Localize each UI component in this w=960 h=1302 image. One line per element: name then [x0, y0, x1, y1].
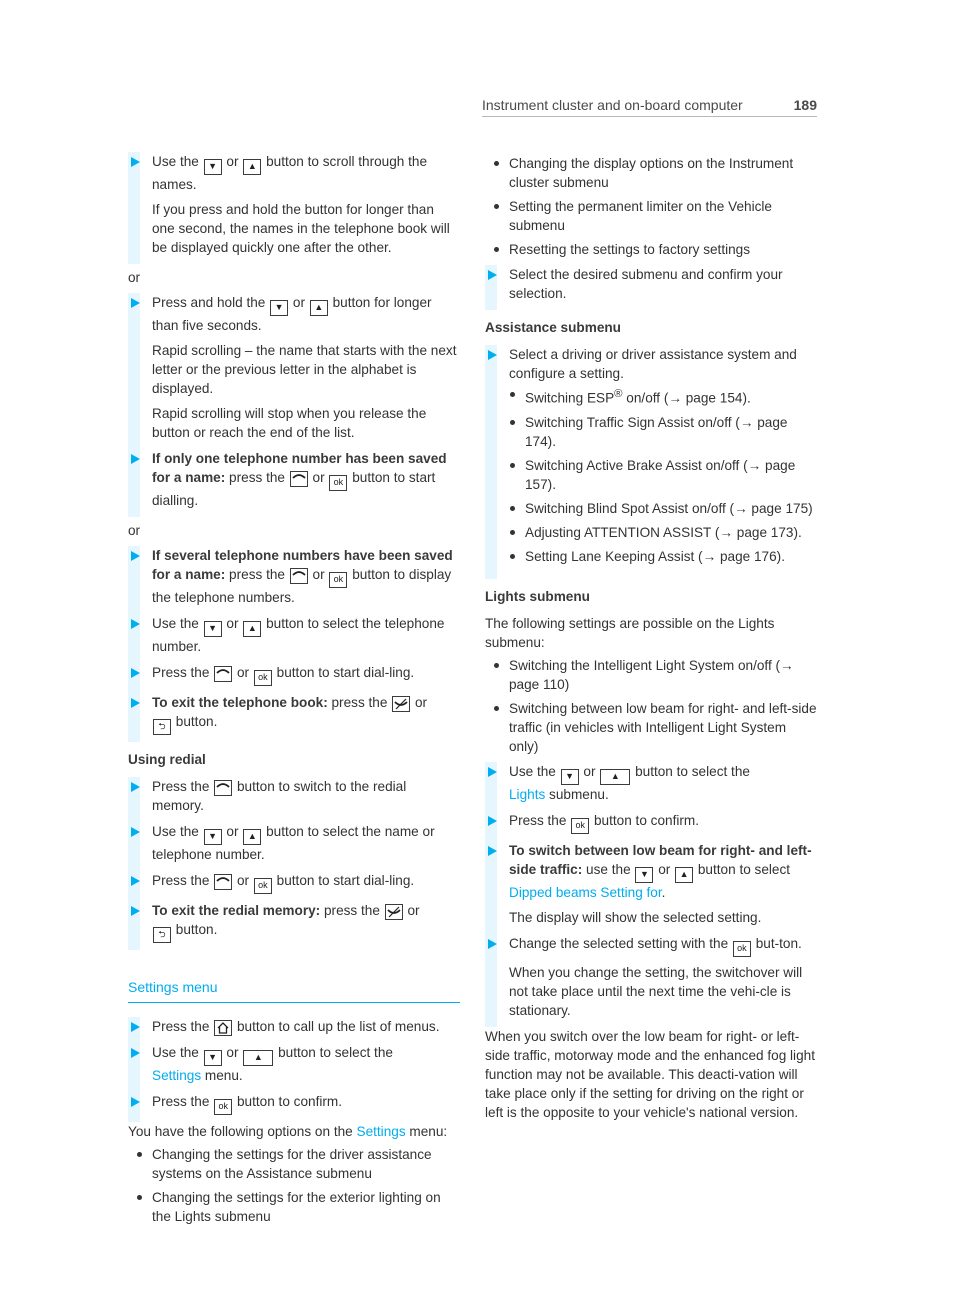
down-key-icon: ▼ [270, 300, 288, 316]
step-arrow-icon [488, 939, 497, 949]
phone-key-icon [214, 874, 232, 890]
step-arrow-icon [131, 298, 140, 308]
right-column [485, 152, 819, 1126]
header-title: Instrument cluster and on-board computer [482, 97, 743, 113]
back-key-icon: ⮌ [153, 719, 171, 735]
back-key-icon: ⮌ [153, 927, 171, 943]
step-select-settings: Use the ▼ or ▲ button to select the Settings menu. [128, 1043, 460, 1092]
step-arrow-icon [488, 270, 497, 280]
phone-key-icon [290, 471, 308, 487]
ok-key-icon: ok [254, 670, 272, 686]
ok-key-icon: ok [329, 572, 347, 588]
ok-key-icon: ok [571, 818, 589, 834]
phone-key-icon [214, 666, 232, 682]
ok-key-icon: ok [329, 475, 347, 491]
down-key-icon: ▼ [204, 621, 222, 637]
lights-submenu-heading: Lights submenu [485, 588, 590, 604]
step-rapid-scroll: Press and hold the ▼ or ▲ button for longer than five seconds. Rapid scrolling – the name that starts with the next letter or the previous letter in the alphabet is displayed. Rapid scrolling will stop when you release the button or reach the end of the list. [128, 293, 460, 449]
step-arrow-icon [131, 698, 140, 708]
step-redial-memory: Press the button to switch to the redial memory. [128, 777, 460, 822]
step-select-name: Use the ▼ or ▲ button to select the name or telephone number. [128, 822, 460, 871]
list-item: Setting the permanent limiter on the Vehicle submenu [485, 197, 819, 235]
step-select-submenu: Select the desired submenu and confirm your selection. [485, 265, 819, 310]
list-item: Changing the settings for the driver assistance systems on the Assistance submenu [128, 1145, 460, 1183]
up-key-icon: ▲ [243, 1050, 273, 1066]
step-start-dial: Press the or ok button to start dial-ling. [128, 663, 460, 693]
hangup-key-icon [392, 696, 410, 712]
assistance-submenu-heading: Assistance submenu [485, 320, 621, 335]
step-arrow-icon [131, 668, 140, 678]
settings-menu-heading: Settings menu [128, 978, 460, 1003]
step-arrow-icon [488, 846, 497, 856]
down-key-icon: ▼ [635, 867, 653, 883]
home-key-icon [214, 1020, 232, 1036]
hangup-key-icon [385, 904, 403, 920]
step-switch-low-beam: To switch between low beam for right- and left-side traffic: use the ▼ or ▲ button to select Dipped beams Setting for. The display will show the selected setting. [485, 841, 819, 934]
step-arrow-icon [131, 1097, 140, 1107]
list-item: Adjusting ATTENTION ASSIST (→ page 173). [501, 523, 819, 542]
settings-options-list-cont [485, 154, 819, 259]
down-key-icon: ▼ [204, 159, 222, 175]
down-key-icon: ▼ [204, 1050, 222, 1066]
list-item: Switching ESP® on/off (→ page 154). [501, 385, 819, 408]
arrow-right-icon: → [747, 457, 762, 473]
step-arrow-icon [131, 157, 140, 167]
settings-options-text: You have the following options on the Settings menu: [128, 1124, 448, 1139]
using-redial-heading: Using redial [128, 752, 206, 767]
dipped-beams-setting-link: Dipped beams Setting for [509, 884, 662, 900]
step-arrow-icon [131, 782, 140, 792]
step-arrow-icon [131, 827, 140, 837]
step-home-menu: Press the button to call up the list of menus. [128, 1017, 460, 1043]
arrow-right-icon: → [780, 657, 794, 673]
step-arrow-icon [131, 1022, 140, 1032]
step-select-lights: Use the ▼ or ▲ button to select the Lights submenu. [485, 762, 819, 811]
arrow-right-icon: → [702, 548, 717, 564]
settings-menu-link: Settings [152, 1068, 202, 1083]
arrow-right-icon: → [668, 390, 682, 406]
step-arrow-icon [488, 816, 497, 826]
step-arrow-icon [488, 767, 497, 777]
lights-menu-link: Lights [509, 786, 546, 802]
lights-intro: The following settings are possible on the Lights submenu: [485, 615, 775, 650]
step-arrow-icon [131, 454, 140, 464]
list-item: Switching the Intelligent Light System on/off (→ page 110) [485, 656, 819, 694]
ok-key-icon: ok [733, 941, 751, 957]
step-scroll-names: Use the ▼ or ▲ button to scroll through the names. If you press and hold the button for longer than one second, the names in the telephone book will be displayed quickly one after the other. [128, 152, 460, 264]
step-confirm-lights: Press the ok button to confirm. [485, 811, 819, 841]
or-separator: or [128, 270, 141, 285]
list-item: Switching Traffic Sign Assist on/off (→ page 174). [501, 413, 819, 451]
lights-list [485, 656, 819, 756]
list-item: Changing the settings for the exterior lighting on the Lights submenu [128, 1188, 460, 1226]
ok-key-icon: ok [214, 1099, 232, 1115]
step-several-numbers: If several telephone numbers have been saved for a name: press the or ok button to display the telephone numbers. [128, 546, 460, 614]
up-key-icon: ▲ [675, 867, 693, 883]
step-confirm: Press the ok button to confirm. [128, 1092, 460, 1122]
or-separator: or [128, 523, 141, 538]
step-assist-system: Select a driving or driver assistance system and configure a setting. Switching ESP® on/off (→ page 154). Switching Traffic Sign Assist on/off (→ page 174). Switching Active Brake Assist on/off (→ page 157). Switching Blind Spot Assist on/off (→ page 175) Adjusting ATTENTION ASSIST (→ page 173). Setting Lane Keeping Assist (→ page 176). [485, 345, 819, 579]
list-item: Switching Blind Spot Assist on/off (→ page 175) [501, 499, 819, 518]
down-key-icon: ▼ [204, 829, 222, 845]
up-key-icon: ▲ [243, 621, 261, 637]
step-arrow-icon [131, 619, 140, 629]
step-arrow-icon [131, 876, 140, 886]
arrow-right-icon: → [739, 414, 754, 430]
list-item: Resetting the settings to factory settings [485, 240, 819, 259]
step-change-setting: Change the selected setting with the ok but-ton. When you change the setting, the switchover will not take place until the next time the vehi-cle is stationary. [485, 934, 819, 1027]
list-item: Switching Active Brake Assist on/off (→ page 157). [501, 456, 819, 494]
list-item: Changing the display options on the Instrument cluster submenu [485, 154, 819, 192]
step-one-number: If only one telephone number has been saved for a name: press the or ok button to start dialling. [128, 449, 460, 517]
phone-key-icon [290, 568, 308, 584]
left-column [128, 152, 460, 1232]
step-arrow-icon [488, 350, 497, 360]
arrow-right-icon: → [734, 500, 748, 516]
arrow-right-icon: → [719, 524, 733, 540]
step-start-dial-2: Press the or ok button to start dial-ling. [128, 871, 460, 901]
step-exit-book: To exit the telephone book: press the or ⮌ button. [128, 693, 460, 742]
up-key-icon: ▲ [600, 769, 630, 785]
list-item: Switching between low beam for right- and left-side traffic (in vehicles with Intelligent Light System only) [485, 699, 819, 756]
low-beam-note: When you switch over the low beam for right- or left-side traffic, motorway mode and the enhanced fog light function may not be available. This deacti-vation will take place only if the setting for driving on the right or left is the opposite to your vehicle's national version. [485, 1028, 815, 1120]
ok-key-icon: ok [254, 878, 272, 894]
list-item: Setting Lane Keeping Assist (→ page 176). [501, 547, 819, 566]
settings-options-list [128, 1145, 460, 1226]
page-number: 189 [793, 97, 817, 113]
step-exit-redial: To exit the redial memory: press the or ⮌ button. [128, 901, 460, 950]
up-key-icon: ▲ [243, 159, 261, 175]
down-key-icon: ▼ [561, 769, 579, 785]
up-key-icon: ▲ [310, 300, 328, 316]
phone-key-icon [214, 780, 232, 796]
step-arrow-icon [131, 1048, 140, 1058]
up-key-icon: ▲ [243, 829, 261, 845]
assistance-list [501, 385, 819, 566]
step-arrow-icon [131, 551, 140, 561]
step-select-number: Use the ▼ or ▲ button to select the telephone number. [128, 614, 460, 663]
page-header [482, 94, 817, 117]
step-arrow-icon [131, 906, 140, 916]
